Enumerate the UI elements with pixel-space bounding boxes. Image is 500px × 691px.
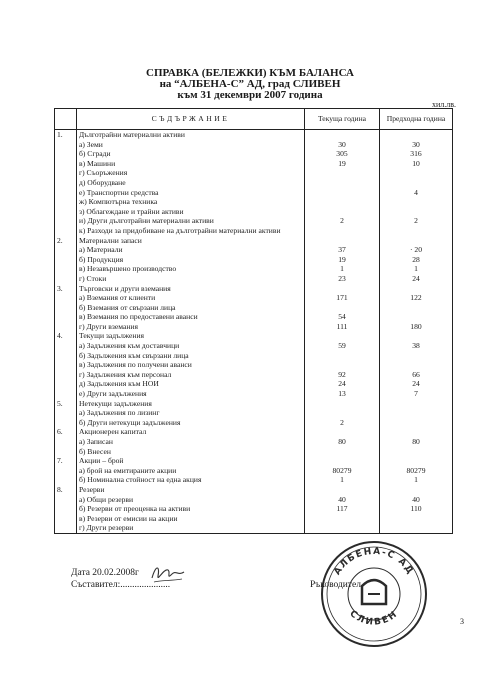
- previous-year-cell: [380, 514, 453, 524]
- row-number-cell: [55, 188, 77, 198]
- table-row: [55, 427, 453, 437]
- row-number-cell: 6.: [55, 427, 77, 437]
- current-year-cell: 30: [305, 140, 380, 150]
- row-number-cell: [55, 149, 77, 159]
- current-year-column-header: Текуща година: [305, 109, 380, 130]
- row-label-cell: и) Други дълготрайни материални активи: [77, 216, 305, 226]
- table-row: [55, 331, 453, 341]
- row-number-cell: [55, 274, 77, 284]
- row-label-cell: Акции – брой: [77, 456, 305, 466]
- row-number-cell: [55, 437, 77, 447]
- number-column-header: [55, 109, 77, 130]
- previous-year-cell: 40: [380, 495, 453, 505]
- previous-year-cell: [380, 408, 453, 418]
- table-header-row: [55, 109, 453, 130]
- previous-year-cell: 24: [380, 274, 453, 284]
- table-row: [55, 168, 453, 178]
- row-label-cell: з) Облагеждане и трайни активи: [77, 207, 305, 217]
- row-label-cell: а) Земи: [77, 140, 305, 150]
- row-number-cell: [55, 504, 77, 514]
- row-label-cell: е) Транспортни средства: [77, 188, 305, 198]
- current-year-cell: [305, 456, 380, 466]
- row-label-cell: Търговски и други вземания: [77, 284, 305, 294]
- current-year-cell: 40: [305, 495, 380, 505]
- previous-year-cell: [380, 418, 453, 428]
- previous-year-cell: [380, 168, 453, 178]
- signature-icon: [148, 562, 188, 586]
- row-label-cell: б) Резерви от преоценка на активи: [77, 504, 305, 514]
- table-row: [55, 197, 453, 207]
- row-label-cell: в) Резерви от емисии на акции: [77, 514, 305, 524]
- table-row: [55, 437, 453, 447]
- row-number-cell: [55, 523, 77, 533]
- current-year-cell: [305, 284, 380, 294]
- current-year-cell: 23: [305, 274, 380, 284]
- unit-label: хил.лв.: [432, 100, 457, 109]
- row-number-cell: [55, 389, 77, 399]
- current-year-cell: [305, 408, 380, 418]
- row-number-cell: [55, 514, 77, 524]
- current-year-cell: 2: [305, 418, 380, 428]
- row-label-cell: Резерви: [77, 485, 305, 495]
- current-year-cell: 13: [305, 389, 380, 399]
- current-year-cell: [305, 226, 380, 236]
- previous-year-cell: 66: [380, 370, 453, 380]
- table-row: [55, 341, 453, 351]
- previous-year-cell: [380, 236, 453, 246]
- previous-year-cell: 80279: [380, 466, 453, 476]
- page-number: 3: [460, 617, 464, 626]
- previous-year-cell: 316: [380, 149, 453, 159]
- previous-year-cell: 30: [380, 140, 453, 150]
- current-year-cell: [305, 168, 380, 178]
- previous-year-cell: 180: [380, 322, 453, 332]
- table-row: [55, 303, 453, 313]
- row-number-cell: [55, 351, 77, 361]
- table-row: [55, 456, 453, 466]
- table-row: [55, 370, 453, 380]
- row-label-cell: б) Продукция: [77, 255, 305, 265]
- row-number-cell: [55, 447, 77, 457]
- row-label-cell: а) Задължения към доставчици: [77, 341, 305, 351]
- row-number-cell: [55, 303, 77, 313]
- row-label-cell: в) Задължения по получени аванси: [77, 360, 305, 370]
- previous-year-cell: [380, 331, 453, 341]
- date-line: към 31 декември 2007 година: [177, 89, 323, 101]
- table-row: [55, 255, 453, 265]
- row-label-cell: б) Сгради: [77, 149, 305, 159]
- table-row: [55, 475, 453, 485]
- row-number-cell: [55, 379, 77, 389]
- row-number-cell: [55, 226, 77, 236]
- previous-year-cell: [380, 427, 453, 437]
- current-year-cell: 117: [305, 504, 380, 514]
- company-line: на “АЛБЕНА-С” АД, град СЛИВЕН: [159, 78, 341, 90]
- row-label-cell: а) Материали: [77, 245, 305, 255]
- previous-year-cell: [380, 312, 453, 322]
- row-label-cell: а) Общи резерви: [77, 495, 305, 505]
- current-year-cell: 92: [305, 370, 380, 380]
- row-label-cell: а) Вземания от клиенти: [77, 293, 305, 303]
- row-number-cell: [55, 322, 77, 332]
- previous-year-cell: 110: [380, 504, 453, 514]
- row-number-cell: 8.: [55, 485, 77, 495]
- date-field: Дата 20.02.2008г: [71, 568, 139, 578]
- row-label-cell: г) Задължения към персонал: [77, 370, 305, 380]
- table-row: [55, 360, 453, 370]
- row-number-cell: [55, 408, 77, 418]
- previous-year-cell: 38: [380, 341, 453, 351]
- row-label-cell: к) Разходи за придобиване на дълготрайни материални активи: [77, 226, 305, 236]
- table-row: [55, 504, 453, 514]
- table-row: [55, 159, 453, 169]
- previous-year-cell: [380, 447, 453, 457]
- previous-year-cell: 10: [380, 159, 453, 169]
- row-label-cell: Дълготрайни материални активи: [77, 130, 305, 140]
- row-label-cell: ж) Компютърна техника: [77, 197, 305, 207]
- row-label-cell: д) Оборудване: [77, 178, 305, 188]
- balance-table: [54, 108, 453, 534]
- table-row: [55, 130, 453, 140]
- previous-year-cell: 1: [380, 264, 453, 274]
- row-label-cell: г) Стоки: [77, 274, 305, 284]
- row-label-cell: г) Съоръжения: [77, 168, 305, 178]
- previous-year-cell: [380, 399, 453, 409]
- stamp-city-text: СЛИВЕН: [347, 608, 401, 628]
- row-number-cell: [55, 245, 77, 255]
- current-year-cell: [305, 303, 380, 313]
- row-number-cell: [55, 255, 77, 265]
- previous-year-cell: [380, 207, 453, 217]
- row-label-cell: Текущи задължения: [77, 331, 305, 341]
- previous-year-cell: [380, 178, 453, 188]
- current-year-cell: 80279: [305, 466, 380, 476]
- row-label-cell: б) Внесен: [77, 447, 305, 457]
- previous-year-cell: 7: [380, 389, 453, 399]
- row-number-cell: [55, 341, 77, 351]
- row-number-cell: [55, 475, 77, 485]
- row-label-cell: а) Задължения по лизинг: [77, 408, 305, 418]
- report-title: СПРАВКА (БЕЛЕЖКИ) КЪМ БАЛАНСА: [146, 67, 354, 79]
- previous-year-cell: 24: [380, 379, 453, 389]
- previous-year-cell: [380, 130, 453, 140]
- row-label-cell: г) Други резерви: [77, 523, 305, 533]
- current-year-cell: [305, 485, 380, 495]
- stamp-company-text: АЛБЕНА-С АД: [332, 546, 416, 578]
- previous-year-cell: [380, 303, 453, 313]
- svg-text:СЛИВЕН: [348, 609, 401, 628]
- current-year-cell: [305, 399, 380, 409]
- table-row: [55, 274, 453, 284]
- row-label-cell: б) Вземания от свързани лица: [77, 303, 305, 313]
- row-label-cell: г) Други вземания: [77, 322, 305, 332]
- previous-year-cell: [380, 197, 453, 207]
- previous-year-cell: 122: [380, 293, 453, 303]
- row-label-cell: д) Задължения към НОИ: [77, 379, 305, 389]
- table-row: [55, 216, 453, 226]
- table-row: [55, 379, 453, 389]
- company-stamp-icon: [318, 538, 430, 650]
- previous-year-cell: 2: [380, 216, 453, 226]
- row-number-cell: [55, 168, 77, 178]
- current-year-cell: [305, 360, 380, 370]
- row-number-cell: [55, 197, 77, 207]
- table-row: [55, 389, 453, 399]
- current-year-cell: [305, 447, 380, 457]
- table-row: [55, 399, 453, 409]
- previous-year-cell: [380, 226, 453, 236]
- previous-year-cell: 1: [380, 475, 453, 485]
- row-label-cell: б) Други нетекущи задължения: [77, 418, 305, 428]
- table-row: [55, 514, 453, 524]
- current-year-cell: 305: [305, 149, 380, 159]
- current-year-cell: 24: [305, 379, 380, 389]
- current-year-cell: 19: [305, 159, 380, 169]
- current-year-cell: [305, 178, 380, 188]
- table-row: [55, 188, 453, 198]
- previous-year-column-header: Предходна година: [380, 109, 453, 130]
- current-year-cell: 54: [305, 312, 380, 322]
- table-row: [55, 293, 453, 303]
- previous-year-cell: [380, 485, 453, 495]
- current-year-cell: 1: [305, 264, 380, 274]
- current-year-cell: 111: [305, 322, 380, 332]
- current-year-cell: 1: [305, 475, 380, 485]
- table-row: [55, 207, 453, 217]
- row-number-cell: [55, 293, 77, 303]
- previous-year-cell: 4: [380, 188, 453, 198]
- content-column-header: СЪДЪРЖАНИЕ: [77, 109, 305, 130]
- previous-year-cell: [380, 523, 453, 533]
- table-row: [55, 245, 453, 255]
- table-row: [55, 351, 453, 361]
- current-year-cell: 59: [305, 341, 380, 351]
- current-year-cell: [305, 351, 380, 361]
- compiler-field: Съставител:.....................: [71, 580, 171, 590]
- row-number-cell: 3.: [55, 284, 77, 294]
- current-year-cell: [305, 236, 380, 246]
- row-number-cell: [55, 159, 77, 169]
- row-number-cell: [55, 466, 77, 476]
- row-number-cell: [55, 370, 77, 380]
- table-row: [55, 149, 453, 159]
- table-row: [55, 485, 453, 495]
- row-label-cell: а) брой на емитираните акции: [77, 466, 305, 476]
- row-number-cell: 4.: [55, 331, 77, 341]
- row-label-cell: е) Други задължения: [77, 389, 305, 399]
- row-label-cell: Материални запаси: [77, 236, 305, 246]
- current-year-cell: 2: [305, 216, 380, 226]
- previous-year-cell: 28: [380, 255, 453, 265]
- table-row: [55, 447, 453, 457]
- row-number-cell: 5.: [55, 399, 77, 409]
- table-row: [55, 322, 453, 332]
- previous-year-cell: · 20: [380, 245, 453, 255]
- previous-year-cell: [380, 456, 453, 466]
- previous-year-cell: [380, 351, 453, 361]
- current-year-cell: 80: [305, 437, 380, 447]
- table-row: [55, 140, 453, 150]
- table-row: [55, 264, 453, 274]
- row-label-cell: а) Записан: [77, 437, 305, 447]
- table-row: [55, 312, 453, 322]
- row-number-cell: [55, 178, 77, 188]
- row-number-cell: [55, 360, 77, 370]
- manager-field: Ръководител: [310, 580, 362, 590]
- row-label-cell: Акционерен капитал: [77, 427, 305, 437]
- table-row: [55, 466, 453, 476]
- table-row: [55, 418, 453, 428]
- current-year-cell: [305, 514, 380, 524]
- row-label-cell: б) Задължения към свързани лица: [77, 351, 305, 361]
- row-label-cell: в) Вземания по предоставени аванси: [77, 312, 305, 322]
- row-number-cell: [55, 495, 77, 505]
- row-number-cell: 1.: [55, 130, 77, 140]
- current-year-cell: 37: [305, 245, 380, 255]
- current-year-cell: [305, 523, 380, 533]
- current-year-cell: [305, 427, 380, 437]
- row-number-cell: [55, 312, 77, 322]
- row-label-cell: Нетекущи задължения: [77, 399, 305, 409]
- row-label-cell: б) Номинална стойност на една акция: [77, 475, 305, 485]
- table-row: [55, 495, 453, 505]
- table-row: [55, 284, 453, 294]
- row-number-cell: 2.: [55, 236, 77, 246]
- row-number-cell: [55, 207, 77, 217]
- previous-year-cell: [380, 284, 453, 294]
- current-year-cell: [305, 197, 380, 207]
- table-row: [55, 178, 453, 188]
- table-row: [55, 236, 453, 246]
- row-label-cell: в) Машини: [77, 159, 305, 169]
- row-number-cell: [55, 140, 77, 150]
- row-number-cell: [55, 418, 77, 428]
- row-number-cell: 7.: [55, 456, 77, 466]
- current-year-cell: 19: [305, 255, 380, 265]
- row-label-cell: в) Незавършено производство: [77, 264, 305, 274]
- current-year-cell: [305, 188, 380, 198]
- previous-year-cell: [380, 360, 453, 370]
- previous-year-cell: 80: [380, 437, 453, 447]
- current-year-cell: [305, 130, 380, 140]
- current-year-cell: 171: [305, 293, 380, 303]
- table-row: [55, 408, 453, 418]
- table-row: [55, 226, 453, 236]
- row-number-cell: [55, 264, 77, 274]
- current-year-cell: [305, 207, 380, 217]
- table-body: [55, 130, 453, 534]
- row-number-cell: [55, 216, 77, 226]
- table-row: [55, 523, 453, 533]
- current-year-cell: [305, 331, 380, 341]
